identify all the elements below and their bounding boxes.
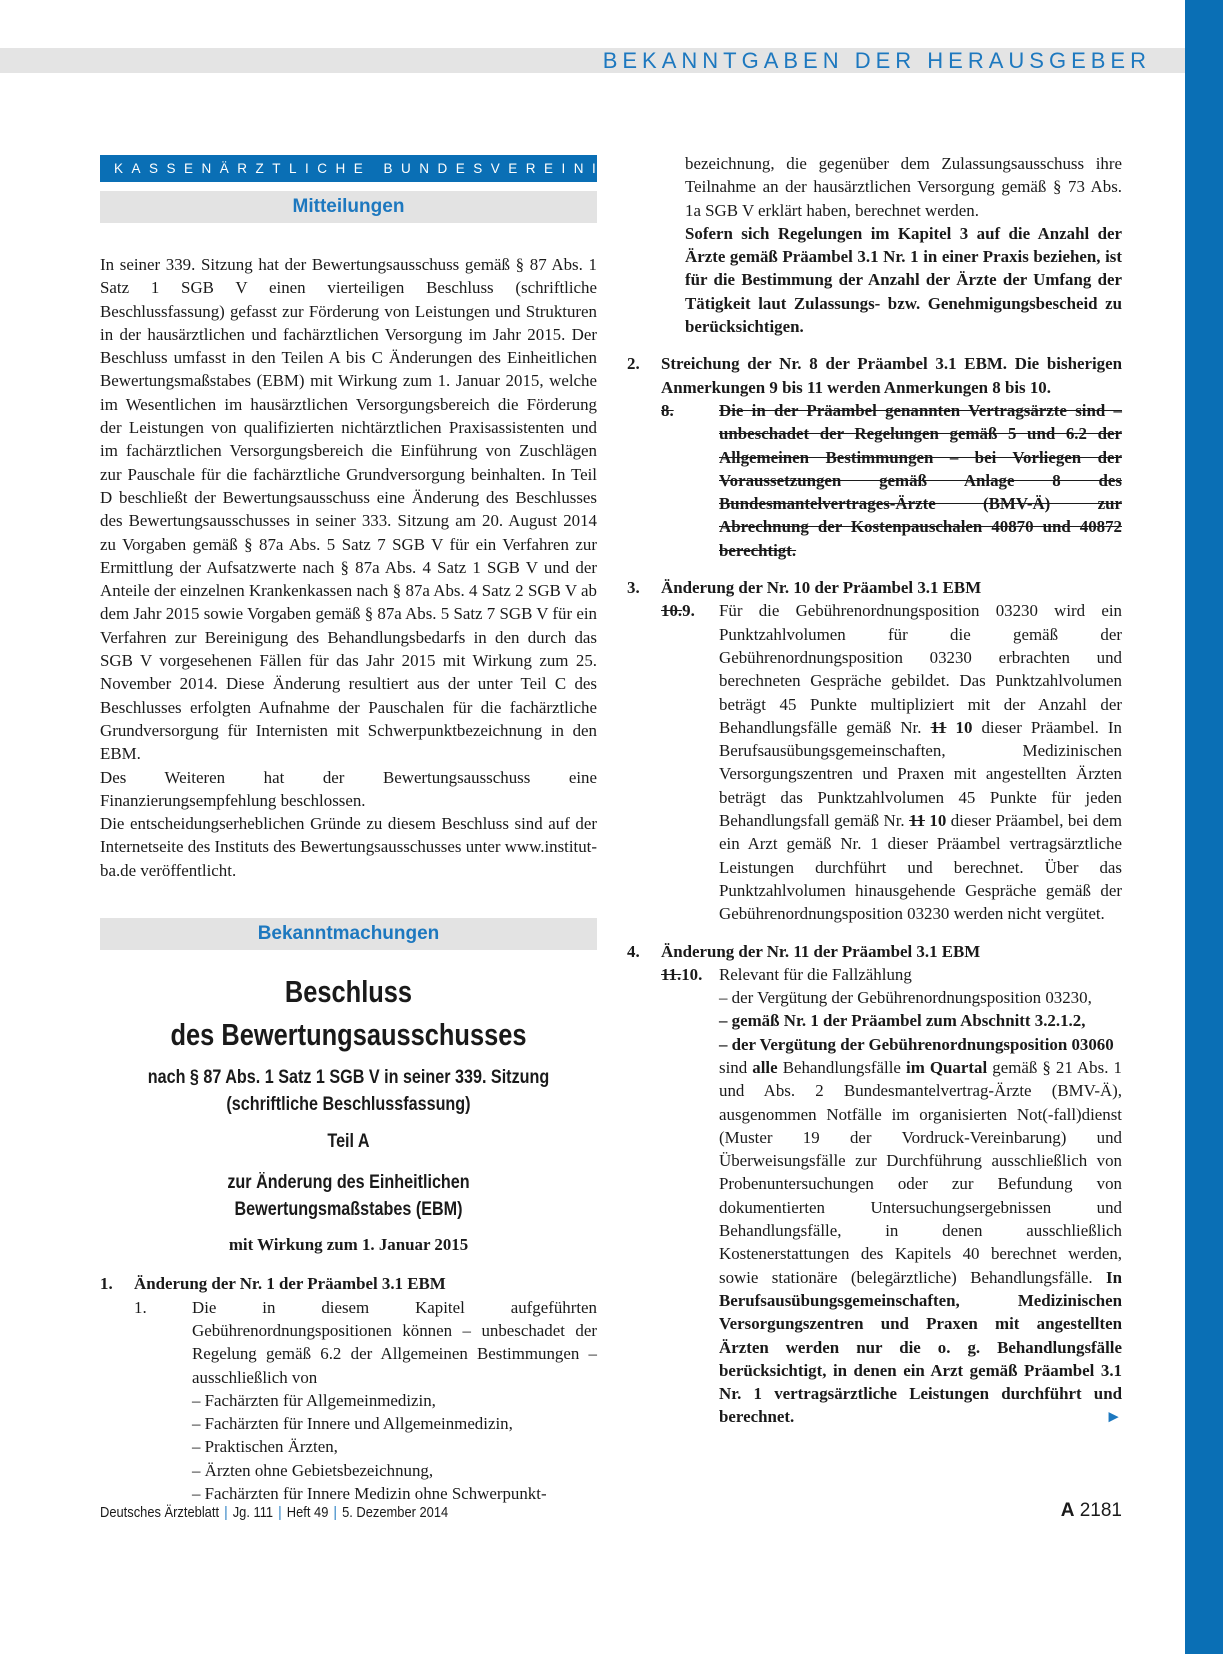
item-1-number: 1. [100,1274,113,1294]
inserted-number: 10 [955,717,973,737]
item-1 [100,1272,597,1295]
item-3-heading: Änderung der Nr. 10 der Präambel 3.1 EBM [661,578,982,598]
list-item: – Fachärzten für Innere und Allgemeinmedizin, [192,1414,513,1434]
page-prefix: A [1060,1500,1075,1521]
list-item: – der Vergütung der Gebührenordnungsposition 03230, [719,988,1092,1008]
section-label: BEKANNTGABEN DER HERAUSGEBER [602,48,1151,73]
wirkung-line: mit Wirkung zum 1. Januar 2015 [228,1235,469,1255]
inserted-number: 10 [929,811,947,831]
list-item: – Ärzten ohne Gebietsbezeichnung, [192,1460,434,1480]
item-3-old-number: 10. [661,601,683,621]
page-number [1061,1500,1122,1522]
item-3-text-b: dieser Präambel. In Berufsausübungsgemeinschaften, Medizinischen Versorgungszentren und Praxen mit angestellten Ärzten beträgt das Punktzahlvolumen 45 Punkte für jeden Behandlungsfall gemäß Nr. [719,717,1122,831]
continuation-text: bezeichnung, die gegenüber dem Zulassungsausschuss ihre Teilnahme an der hausärztlichen Versorgung gemäß § 73 Abs. 1a SGB V erklärt haben, berechnet werden. [685,154,1122,220]
continue-arrow-icon: ► [1105,1407,1122,1427]
item-4-sub [627,963,1122,1429]
item-4-bold: In Berufsausübungsgemeinschaften, Medizinischen Versorgungszentren und Praxen mit angestellten Ärzten werden nur die o. g. Behandlungsfälle berücksichtigt, in denen ein Arzt gemäß Präambel 3.1 Nr. 1 vertragsärztliche Leistungen durchführt und berechnet. [719,1267,1122,1427]
volume: Jg. 111 [232,1504,274,1521]
teil-label: Teil A [327,1131,370,1153]
item-3-number: 3. [627,578,640,598]
item-3 [627,576,1122,599]
title-line-2: des Bewertungsausschusses [170,1017,527,1053]
item-4-t2b: im Quartal [906,1057,988,1077]
issue-date: 5. Dezember 2014 [342,1504,449,1521]
item-2-sub [627,399,1122,562]
item-3-text-a: Für die Gebührenordnungsposition 03230 wird ein Punktzahlvolumen für die gemäß der Gebührenordnungsposition 03230 erbrachten und berechneten Gespräche gebildet. Das Punktzahlvolumen beträgt 45 Punkte multipliziert mit der Anzahl der Behandlungsfälle gemäß Nr. [719,601,1122,737]
item-1-sub-text: Die in diesem Kapitel aufgeführten Gebührenordnungspositionen können – unbeschadet der Regelung gemäß 6.2 der Allgemeinen Bestimmungen – ausschließlich von [192,1297,597,1387]
footer: Deutsches Ärzteblatt | Jg. 111 | Heft 49 | 5. Dezember 2014 A 2181 [100,1500,1122,1521]
org-banner: KASSENÄRZTLICHE BUNDESVEREINIGUNG [100,155,597,182]
intro-paragraph-2: Des Weiteren hat der Bewertungsausschuss eine Finanzierungsempfehlung beschlossen. [100,767,597,810]
item-4-t2: Behandlungsfälle [782,1057,901,1077]
deleted-number: 11 [909,811,926,831]
item-4-heading: Änderung der Nr. 11 der Präambel 3.1 EBM [661,941,981,961]
subtitle-line-2: (schriftliche Beschlussfassung) [226,1094,471,1116]
item-1-sub [100,1296,597,1506]
intro-paragraph: In seiner 339. Sitzung hat der Bewertungsausschuss gemäß § 87 Abs. 1 Satz 1 SGB V einen vierteiligen Beschluss (schriftliche Beschlussfassung) gefasst zur Förderung von Leistungen und Strukturen in der hausärztlichen und fachärztlichen Versorgung im Jahr 2015. Der Beschluss umfasst in den Teilen A bis C Änderungen des Einheitlichen Bewertungsmaßstabes (EBM) mit Wirkung zum 1. Januar 2015, welche im Wesentlichen im hausärztlichen Versorgungsbereich die Förderung der Leistungen von qualifizierten nichtärztlichen Praxisassistenten und im fachärztlichen Versorgungsbereich die Einführung von Zuschlägen zur Pauschale für die fachärztliche Grundversorgung beinhalten. In Teil D beschließt der Bewertungsausschuss eine Änderung des Beschlusses des Bewertungsausschusses in seiner 333. Sitzung am 20. August 2014 zu Vorgaben gemäß § 87a Abs. 5 Satz 7 SGB V für ein Verfahren zur Ermittlung der Aufsatzwerte nach § 87a Abs. 4 Satz 1 SGB V und der Anteile der einzelnen Krankenkassen nach § 87a Abs. 4 Satz 2 SGB V ab dem Jahr 2015 sowie Vorgaben gemäß § 87a Abs. 5 Satz 7 SGB V für ein Verfahren zur Bereinigung des Behandlungsbedarfs in den durch das SGB V vorgesehenen Fällen für das Jahr 2015 mit Wirkung zum 25. November 2014. Diese Änderung resultiert aus der unter Teil C des Beschlusses erfolgten Aufnahme der Pauschalen für die fachärztliche Grundversorgung für Internisten mit Schwerpunktbezeichnung in den EBM. [100,255,597,764]
intro-paragraph-3: Die entscheidungserheblichen Gründe zu diesem Beschluss sind auf der Internetseite des Instituts des Bewertungsausschusses unter www.institut-ba.de veröffentlicht. [100,814,597,880]
item-4-new-number: 10. [681,964,703,984]
list-item: – gemäß Nr. 1 der Präambel zum Abschnitt 3.2.1.2, [719,1011,1086,1031]
subtitle-line-1: nach § 87 Abs. 1 Satz 1 SGB V in seiner 339. Sitzung [147,1067,550,1089]
item-4 [627,940,1122,963]
item-3-text-c: dieser Präambel, bei dem ein Arzt gemäß Nr. 1 dieser Präambel vertragsärztliche Leistungen durchführt und berechnet. Über das Punktzahlvolumen hinausgehende Gespräche gemäß der Gebührenordnungsposition 03230 werden nicht vergütet. [719,811,1122,924]
deleted-number: 11 [930,717,947,737]
issue: Heft 49 [286,1504,329,1521]
zur-aenderung: zur Änderung des Einheitlichen Bewertungsmaßstabes (EBM) [227,1172,470,1221]
item-1-heading: Änderung der Nr. 1 der Präambel 3.1 EBM [134,1274,446,1294]
list-item: – der Vergütung der Gebührenordnungsposition 03060 [719,1034,1114,1054]
list-item: – Fachärzten für Innere Medizin ohne Schwerpunkt- [192,1483,547,1503]
item-4-text [719,1056,1122,1429]
item-2-sub-number: 8. [661,400,674,420]
item-4-t1b: alle [752,1057,778,1077]
item-2-heading: Streichung der Nr. 8 der Präambel 3.1 EBM. Die bisherigen Anmerkungen 9 bis 11 werden Anmerkungen 8 bis 10. [661,354,1122,397]
item-2 [627,352,1122,399]
item-2-number: 2. [627,354,640,374]
journal-name: Deutsches Ärzteblatt [100,1504,220,1521]
sidebar-stripe [1185,0,1223,1654]
list-item: – Praktischen Ärzten, [192,1437,338,1457]
continuation-bold: Sofern sich Regelungen im Kapitel 3 auf die Anzahl der Ärzte gemäß Präambel 3.1 Nr. 1 in einer Praxis beziehen, ist für die Bestimmung der Anzahl der Ärzte der Umfang der Tätigkeit laut Zulassungs- bzw. Genehmigungsbescheid zu berücksichtigen. [685,223,1122,337]
item-4-lead: Relevant für die Fallzählung [719,964,912,984]
list-item: – Fachärzten für Allgemeinmedizin, [192,1390,436,1410]
item-4-t3: gemäß § 21 Abs. 1 und Abs. 2 Bundesmantelvertrag-Ärzte (BMV-Ä), ausgenommen Notfälle im organisierten Not(-fall)dienst (Muster 19 der Vordruck-Vereinbarung) und Überweisungsfälle zur Durchführung ausschließlich von Probenuntersuchungen oder zur Befundung von dokumentierten Untersuchungsergebnissen und Behandlungsfälle, in denen ausschließlich Kostenerstattungen des Kapitels 40 berechnet werden, sowie stationäre (belegärztliche) Behandlungsfälle. [719,1057,1122,1287]
bekanntmachungen-heading: Bekanntmachungen [100,918,597,950]
item-3-sub [627,599,1122,925]
right-column [627,152,1122,1429]
item-4-old-number: 11. [661,964,682,984]
item-3-new-number: 9. [682,601,695,621]
title-line-1: Beschluss [284,974,413,1010]
item-2-sub-text: Die in der Präambel genannten Vertragsärzte sind – unbeschadet der Regelungen gemäß 5 und 6.2 der Allgemeinen Bestimmungen – bei Vorliegen der Voraussetzungen gemäß Anlage 8 des Bundesmantelvertrages-Ärzte (BMV-Ä) zur Abrechnung der Kostenpauschalen 40870 und 40872 berechtigt. [719,400,1122,560]
item-1-sub-number: 1. [134,1297,147,1317]
mitteilungen-heading: Mitteilungen [100,191,597,223]
page-value: 2181 [1079,1500,1122,1521]
item-3-text [719,599,1122,925]
item-4-t1: sind [719,1057,748,1077]
item-4-number: 4. [627,941,640,961]
